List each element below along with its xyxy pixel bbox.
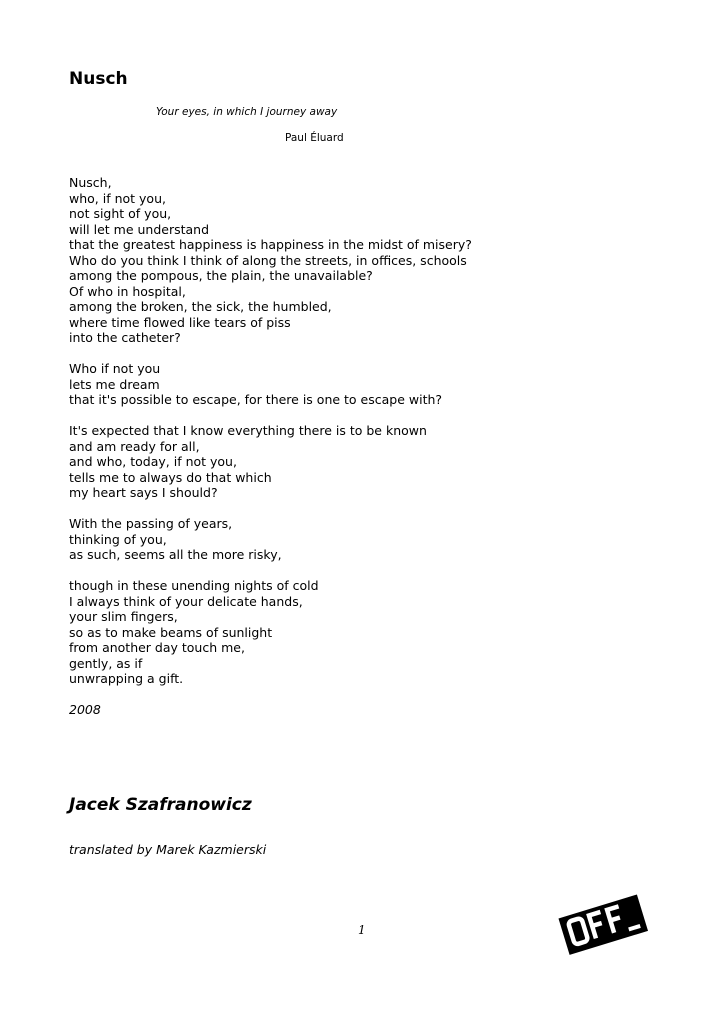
poem-line: unwrapping a gift. (69, 671, 184, 686)
poem-stanza (69, 175, 529, 346)
poem-line: among the pompous, the plain, the unavailable? (69, 268, 373, 283)
page-number: 1 (358, 923, 366, 937)
poem-line: that the greatest happiness is happiness in the midst of misery? (69, 237, 472, 252)
poem-line: I always think of your delicate hands, (69, 593, 303, 609)
poem-line: will let me understand (69, 221, 210, 237)
author-name: Jacek Szafranowicz (69, 795, 252, 815)
poem-line: and am ready for all, (69, 438, 200, 454)
poem-line: though in these unending nights of cold (69, 578, 319, 593)
poem-line: gently, as if (69, 655, 143, 671)
epigraph-author: Paul Éluard (285, 132, 344, 144)
poem-body (69, 175, 529, 718)
poem-line: so as to make beams of sunlight (69, 624, 273, 640)
poem-stanza (69, 423, 529, 501)
poem-date: 2008 (69, 702, 101, 717)
poem-line: Nusch, (69, 175, 112, 190)
poem-line: my heart says I should? (69, 485, 218, 500)
poem-line: tells me to always do that which (69, 469, 272, 485)
poem-line: With the passing of years, (69, 516, 233, 531)
poem-line: thinking of you, (69, 531, 167, 547)
poem-line: your slim fingers, (69, 609, 178, 624)
poem-line: among the broken, the sick, the humbled, (69, 299, 332, 314)
poem-stanza (69, 516, 529, 563)
poem-line: Who do you think I think of along the streets, in offices, schools (69, 252, 467, 268)
off-press-logo-icon (548, 886, 656, 962)
poem-title: Nusch (69, 69, 128, 89)
epigraph: Your eyes, in which I journey away (156, 106, 338, 118)
poem-line: lets me dream (69, 376, 160, 392)
poem-stanza (69, 361, 529, 408)
poem-line: as such, seems all the more risky, (69, 547, 282, 562)
poem-line: Of who in hospital, (69, 283, 186, 299)
poem-line: who, if not you, (69, 190, 166, 206)
poem-line: from another day touch me, (69, 640, 245, 655)
poem-line: It's expected that I know everything there is to be known (69, 423, 427, 438)
poem-line: and who, today, if not you, (69, 454, 237, 469)
poem-line: not sight of you, (69, 206, 172, 221)
poem-line: where time flowed like tears of piss (69, 314, 291, 330)
poem-line: into the catheter? (69, 330, 181, 345)
poem-line: that it's possible to escape, for there is one to escape with? (69, 392, 443, 407)
poem-stanza (69, 578, 529, 687)
poem-line: Who if not you (69, 361, 161, 376)
translator-credit: translated by Marek Kazmierski (69, 842, 267, 857)
